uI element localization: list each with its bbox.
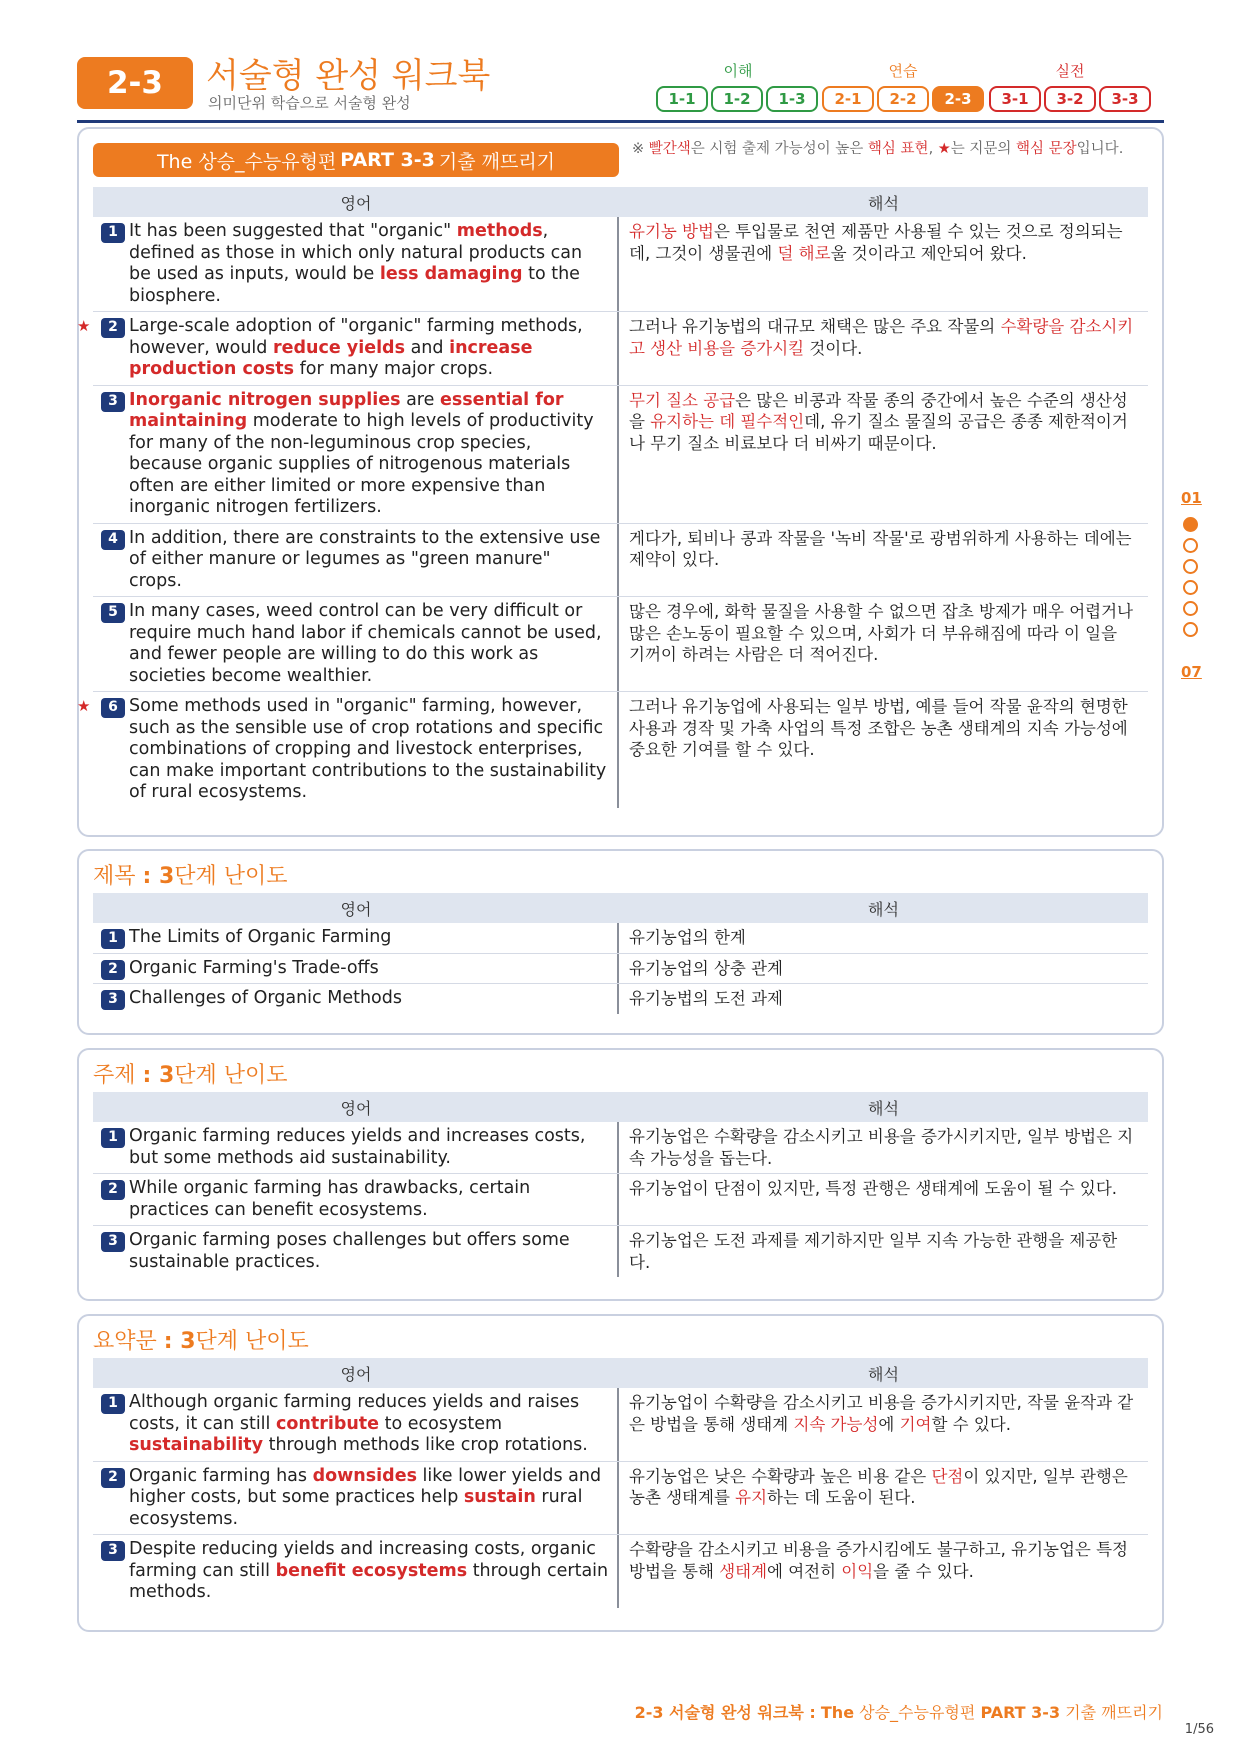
text-segment: Challenges of Organic Methods bbox=[129, 988, 402, 1008]
text-segment: 하는 데 도움이 된다. bbox=[767, 1488, 916, 1507]
text-segment: to the biosphere. bbox=[129, 264, 580, 306]
translation-cell bbox=[619, 1174, 1148, 1225]
english-cell bbox=[93, 386, 619, 523]
text-segment: 것이다. bbox=[804, 338, 863, 358]
source-tag-part: PART 3-3 bbox=[340, 149, 435, 171]
column-header-english: 영어 bbox=[340, 899, 372, 919]
english-cell bbox=[77, 312, 619, 385]
legend-note-part: ※ bbox=[632, 141, 649, 157]
text-segment: 은 투입물로 천연 제품만 사용될 수 있는 것으로 정의되는데, 그것이 생물권에 bbox=[629, 222, 1123, 263]
text-segment: Organic farming has bbox=[129, 1465, 313, 1486]
key-expression: less damaging bbox=[379, 264, 523, 284]
key-expression: benefit ecosystems bbox=[275, 1560, 468, 1581]
key-expression: 단점 bbox=[931, 1466, 964, 1486]
title-table-header bbox=[93, 893, 1148, 923]
step-group-practice bbox=[822, 86, 984, 112]
key-expression: 덜 해로 bbox=[777, 243, 831, 263]
key-expression: methods bbox=[456, 221, 543, 241]
key-expression: 지속 가능성 bbox=[793, 1414, 879, 1434]
table-row bbox=[93, 524, 1148, 598]
english-cell bbox=[93, 1226, 619, 1277]
key-expression: downsides bbox=[312, 1465, 417, 1486]
theme-section-name: 주제 bbox=[93, 1063, 136, 1088]
english-cell bbox=[93, 1535, 619, 1608]
text-segment: to ecosystem bbox=[379, 1413, 503, 1434]
passage-table bbox=[77, 187, 1148, 808]
translation-cell bbox=[619, 312, 1148, 385]
group-label-practice: 연습 bbox=[888, 62, 918, 80]
translation-cell bbox=[619, 386, 1148, 523]
header-divider bbox=[77, 120, 1164, 123]
column-header-translation: 해석 bbox=[868, 193, 899, 213]
sentence-number: 3 bbox=[101, 990, 125, 1010]
text-segment: 을 줄 수 있다. bbox=[873, 1561, 974, 1581]
text-segment: 유기농업의 한계 bbox=[629, 928, 746, 947]
sentence-number: 3 bbox=[101, 1541, 125, 1561]
key-expression: sustain bbox=[463, 1487, 536, 1507]
step-2-1[interactable]: 2-1 bbox=[822, 86, 874, 112]
title-section-level-suffix: 단계 난이도 bbox=[174, 864, 288, 889]
table-row bbox=[93, 984, 1148, 1014]
legend-note-part: , bbox=[928, 141, 938, 157]
translation-cell bbox=[619, 1535, 1148, 1608]
english-cell bbox=[93, 597, 619, 691]
key-sentence-star-icon: ★ bbox=[77, 697, 91, 715]
key-expression: 유기농 방법 bbox=[629, 222, 714, 241]
translation-cell bbox=[619, 692, 1148, 808]
english-cell bbox=[93, 923, 619, 953]
side-nav-dot[interactable] bbox=[1183, 538, 1198, 553]
step-1-3[interactable]: 1-3 bbox=[766, 86, 818, 112]
page-number: 1/56 bbox=[1184, 1722, 1214, 1737]
english-cell bbox=[93, 954, 619, 984]
translation-cell bbox=[619, 984, 1148, 1014]
legend-note bbox=[632, 139, 1152, 159]
side-nav-end: 07 bbox=[1181, 663, 1202, 681]
text-segment: The Limits of Organic Farming bbox=[129, 927, 392, 947]
legend-note-part: 입니다. bbox=[1076, 141, 1124, 157]
footer-mid: 상승_수능유형편 bbox=[859, 1703, 976, 1722]
source-tag bbox=[93, 143, 619, 177]
step-1-1[interactable]: 1-1 bbox=[656, 86, 708, 112]
text-segment: In many cases, weed control can be very difficult or require much hand labor if chemicals cannot be used, and fewer people are willing to do this work as societies become wealthier. bbox=[129, 601, 602, 686]
summary-table-header bbox=[93, 1358, 1148, 1388]
key-expression: Inorganic nitrogen supplies bbox=[129, 389, 401, 410]
english-cell bbox=[93, 524, 619, 597]
page-footer bbox=[635, 1700, 1163, 1723]
title-section-name: 제목 bbox=[93, 864, 136, 889]
column-header-translation: 해석 bbox=[868, 1098, 899, 1118]
text-segment: Organic farming poses challenges but offers some sustainable practices. bbox=[129, 1230, 570, 1272]
key-expression: 무기 질소 공급 bbox=[629, 390, 736, 410]
text-segment: moderate to high levels of productivity for many of the non-leguminous crop species, because organic supplies of nitrogenous materials often are either limited or more expensive than inorganic nitrogen fertilizers. bbox=[129, 411, 594, 517]
text-segment: Large-scale adoption of "organic" farming methods, however, would bbox=[129, 316, 583, 358]
translation-cell bbox=[619, 1226, 1148, 1277]
table-row bbox=[93, 954, 1148, 985]
text-segment: 유기농업이 수확량을 감소시키고 비용을 증가시키지만, 작물 윤작과 같은 방법을 통해 생태계 bbox=[629, 1393, 1134, 1434]
text-segment: 유기농업은 낮은 수확량과 높은 비용 같은 bbox=[629, 1466, 932, 1486]
step-3-3[interactable]: 3-3 bbox=[1099, 86, 1151, 112]
text-segment: for many major crops. bbox=[294, 359, 494, 379]
summary-section-heading: 요약문 : 3단계 난이도 bbox=[93, 1329, 309, 1354]
sentence-number: 6 bbox=[101, 698, 125, 718]
text-segment: 에 여전히 bbox=[767, 1561, 842, 1581]
legend-note-part: 은 시험 출제 가능성이 높은 bbox=[690, 141, 868, 157]
sentence-number: 1 bbox=[101, 1128, 125, 1148]
key-sentence-star-icon: ★ bbox=[77, 317, 91, 335]
english-cell bbox=[93, 1462, 619, 1535]
table-row bbox=[77, 312, 1148, 386]
text-segment: 유기농업은 수확량을 감소시키고 비용을 증가시키지만, 일부 방법은 지속 가능성을 돕는다. bbox=[629, 1127, 1134, 1168]
sentence-number: 2 bbox=[101, 1180, 125, 1200]
text-segment: 게다가, 퇴비나 콩과 작물을 '녹비 작물'로 광범위하게 사용하는 데에는 제약이 있다. bbox=[629, 528, 1132, 569]
footer-bold: The bbox=[820, 1703, 855, 1722]
translation-cell bbox=[619, 954, 1148, 984]
step-group-understand bbox=[656, 86, 818, 112]
key-expression: sustainability bbox=[129, 1435, 264, 1455]
sentence-number: 2 bbox=[101, 1468, 125, 1488]
chapter-badge: 2-3 bbox=[77, 57, 193, 109]
page-title: 서술형 완성 워크북 bbox=[206, 56, 491, 96]
table-row bbox=[93, 1226, 1148, 1277]
column-header-english: 영어 bbox=[340, 1364, 372, 1384]
passage-table-header bbox=[93, 187, 1148, 217]
text-segment: 많은 경우에, 화학 물질을 사용할 수 없으면 잡초 방제가 매우 어렵거나 많은 손노동이 필요할 수 있으며, 사회가 더 부유해짐에 따라 이 일을 기꺼이 하려는 사람은 더 적어진다. bbox=[629, 602, 1133, 664]
text-segment: Some methods used in "organic" farming, however, such as the sensible use of crop rotations and specific combinations of cropping and livestock enterprises, can make important contributions to the sustainability of rural ecosystems. bbox=[129, 696, 607, 802]
text-segment: In addition, there are constraints to the extensive use of either manure or legumes as "green manure" crops. bbox=[129, 527, 601, 591]
text-segment: It has been suggested that "organic" bbox=[129, 221, 457, 241]
text-segment: 유기농업의 상충 관계 bbox=[629, 958, 783, 978]
title-section-heading: 제목 : 3단계 난이도 bbox=[93, 864, 288, 889]
translation-cell bbox=[619, 597, 1148, 691]
table-row bbox=[93, 1174, 1148, 1226]
text-segment: 에 bbox=[878, 1414, 900, 1434]
text-segment: like lower yields and higher costs, but some practices help bbox=[129, 1465, 602, 1507]
footer-prefix: 2-3 서술형 완성 워크북 : bbox=[634, 1703, 816, 1722]
translation-cell bbox=[619, 923, 1148, 953]
source-tag-prefix: The 상승_수능유형편 bbox=[156, 150, 337, 173]
column-header-english: 영어 bbox=[340, 193, 372, 213]
text-segment: Organic Farming's Trade-offs bbox=[129, 957, 379, 978]
summary-section-name: 요약문 bbox=[93, 1329, 157, 1354]
translation-cell bbox=[619, 217, 1148, 311]
group-label-real: 실전 bbox=[1055, 62, 1085, 80]
footer-suffix: 기출 깨뜨리기 bbox=[1065, 1703, 1163, 1722]
table-row bbox=[93, 1462, 1148, 1536]
step-3-2[interactable]: 3-2 bbox=[1044, 86, 1096, 112]
sentence-number: 2 bbox=[101, 318, 125, 338]
text-segment: Despite reducing yields and increasing costs, organic farming can still bbox=[129, 1539, 596, 1581]
legend-note-part: 는 지문의 bbox=[950, 141, 1017, 157]
sentence-number: 1 bbox=[101, 929, 125, 949]
legend-note-part: 핵심 표현 bbox=[867, 141, 929, 157]
key-expression: contribute bbox=[275, 1413, 380, 1434]
english-cell bbox=[93, 1388, 619, 1461]
sentence-number: 3 bbox=[101, 1232, 125, 1252]
sentence-number: 5 bbox=[101, 603, 125, 623]
english-cell bbox=[93, 1174, 619, 1225]
text-segment: and bbox=[405, 337, 450, 358]
group-label-understand: 이해 bbox=[723, 62, 753, 80]
translation-cell bbox=[619, 1122, 1148, 1173]
sentence-number: 1 bbox=[101, 1394, 125, 1414]
key-expression: increase production costs bbox=[129, 337, 533, 379]
summary-section-level-suffix: 단계 난이도 bbox=[195, 1329, 309, 1354]
title-table bbox=[93, 893, 1148, 1014]
table-row bbox=[77, 692, 1148, 808]
table-row bbox=[93, 1122, 1148, 1174]
summary-table bbox=[93, 1358, 1148, 1608]
side-nav-dot[interactable] bbox=[1183, 622, 1198, 637]
text-segment: 그러나 유기농법의 대규모 채택은 많은 주요 작물의 bbox=[629, 317, 1001, 336]
key-expression: 유지 bbox=[735, 1488, 768, 1507]
side-nav-dot[interactable] bbox=[1183, 559, 1198, 574]
step-3-1[interactable]: 3-1 bbox=[989, 86, 1041, 112]
theme-section-level-suffix: 단계 난이도 bbox=[174, 1063, 288, 1088]
text-segment: through methods like crop rotations. bbox=[263, 1435, 588, 1455]
theme-section-heading: 주제 : 3단계 난이도 bbox=[93, 1063, 288, 1088]
legend-note-part: 핵심 문장 bbox=[1016, 141, 1077, 157]
text-segment: rural ecosystems. bbox=[129, 1487, 583, 1529]
sentence-number: 1 bbox=[101, 223, 125, 243]
translation-cell bbox=[619, 1462, 1148, 1535]
text-segment: 할 수 있다. bbox=[931, 1414, 1011, 1434]
passage-panel bbox=[77, 127, 1164, 837]
side-nav-dot[interactable] bbox=[1183, 580, 1198, 595]
translation-cell bbox=[619, 524, 1148, 597]
step-2-2[interactable]: 2-2 bbox=[877, 86, 929, 112]
table-row bbox=[93, 386, 1148, 524]
english-cell bbox=[93, 984, 619, 1014]
text-segment: Organic farming reduces yields and increases costs, but some methods aid sustainability. bbox=[129, 1126, 586, 1168]
text-segment: 유기농법의 도전 과제 bbox=[629, 989, 783, 1008]
text-segment: Although organic farming reduces yields and raises costs, it can still bbox=[129, 1392, 580, 1434]
key-expression: reduce yields bbox=[272, 337, 406, 358]
table-row bbox=[93, 1388, 1148, 1462]
key-expression: 기여 bbox=[899, 1414, 932, 1434]
step-1-2[interactable]: 1-2 bbox=[711, 86, 763, 112]
page-subtitle: 의미단위 학습으로 서술형 완성 bbox=[208, 94, 411, 112]
text-segment: 유기농업은 도전 과제를 제기하지만 일부 지속 가능한 관행을 제공한다. bbox=[629, 1231, 1118, 1272]
text-segment: , defined as those in which only natural products can be used as inputs, would be bbox=[129, 221, 583, 284]
theme-table-header bbox=[93, 1092, 1148, 1122]
table-row bbox=[93, 1535, 1148, 1608]
text-segment: 수확량을 감소시키고 비용을 증가시킴에도 불구하고, 유기농업은 특정 방법을 통해 bbox=[629, 1540, 1128, 1581]
theme-panel bbox=[77, 1048, 1164, 1301]
text-segment: through certain methods. bbox=[129, 1560, 609, 1602]
key-expression: 유지하는 데 필수적인 bbox=[650, 412, 805, 431]
table-row bbox=[93, 217, 1148, 312]
title-section-level: 3 bbox=[158, 864, 175, 889]
sentence-number: 3 bbox=[101, 392, 125, 412]
key-expression: 이익 bbox=[841, 1561, 874, 1581]
side-nav-start: 01 bbox=[1181, 489, 1202, 507]
legend-note-part: 빨간색 bbox=[648, 141, 691, 157]
title-panel bbox=[77, 849, 1164, 1035]
table-row bbox=[93, 923, 1148, 954]
theme-section-level: 3 bbox=[158, 1063, 175, 1088]
text-segment: are bbox=[400, 389, 440, 410]
theme-table bbox=[93, 1092, 1148, 1277]
footer-part: PART 3-3 bbox=[980, 1703, 1061, 1722]
legend-note-part: ★ bbox=[937, 141, 951, 157]
text-segment: 데, 유기 질소 물질의 공급은 종종 제한적이거나 무기 질소 비료보다 더 비싸기 때문이다. bbox=[629, 412, 1128, 453]
english-cell bbox=[77, 692, 619, 808]
column-header-english: 영어 bbox=[340, 1098, 372, 1118]
source-tag-suffix: 기출 깨뜨리기 bbox=[438, 150, 556, 173]
summary-panel bbox=[77, 1314, 1164, 1632]
key-expression: 생태계 bbox=[719, 1561, 768, 1581]
key-expression: 수확량을 감소시키고 생산 비용을 증가시킬 bbox=[629, 317, 1134, 358]
step-group-real bbox=[989, 86, 1151, 112]
sentence-number: 2 bbox=[101, 960, 125, 980]
text-segment: 울 것이라고 제안되어 왔다. bbox=[830, 243, 1027, 263]
sentence-number: 4 bbox=[101, 530, 125, 550]
key-expression: essential for maintaining bbox=[129, 389, 564, 431]
text-segment: 그러나 유기농업에 사용되는 일부 방법, 예를 들어 작물 윤작의 현명한 사용과 경작 및 가축 사업의 특정 조합은 농촌 생태계의 지속 가능성에 중요한 기여를 할 수 있다. bbox=[629, 697, 1128, 759]
summary-section-level: 3 bbox=[180, 1329, 196, 1354]
english-cell bbox=[93, 1122, 619, 1173]
english-cell bbox=[93, 217, 619, 311]
column-header-translation: 해석 bbox=[868, 1364, 899, 1384]
column-header-translation: 해석 bbox=[868, 899, 899, 919]
step-2-3[interactable]: 2-3 bbox=[932, 86, 984, 112]
text-segment: 유기농업이 단점이 있지만, 특정 관행은 생태계에 도움이 될 수 있다. bbox=[629, 1179, 1118, 1198]
side-nav-dot[interactable] bbox=[1183, 517, 1198, 532]
text-segment: 은 많은 비콩과 작물 종의 중간에서 높은 수준의 생산성을 bbox=[629, 390, 1128, 431]
side-nav-dot[interactable] bbox=[1183, 601, 1198, 616]
table-row bbox=[93, 597, 1148, 692]
text-segment: 이 있지만, 일부 관행은 농촌 생태계를 bbox=[629, 1466, 1128, 1507]
translation-cell bbox=[619, 1388, 1148, 1461]
text-segment: While organic farming has drawbacks, certain practices can benefit ecosystems. bbox=[129, 1178, 531, 1220]
